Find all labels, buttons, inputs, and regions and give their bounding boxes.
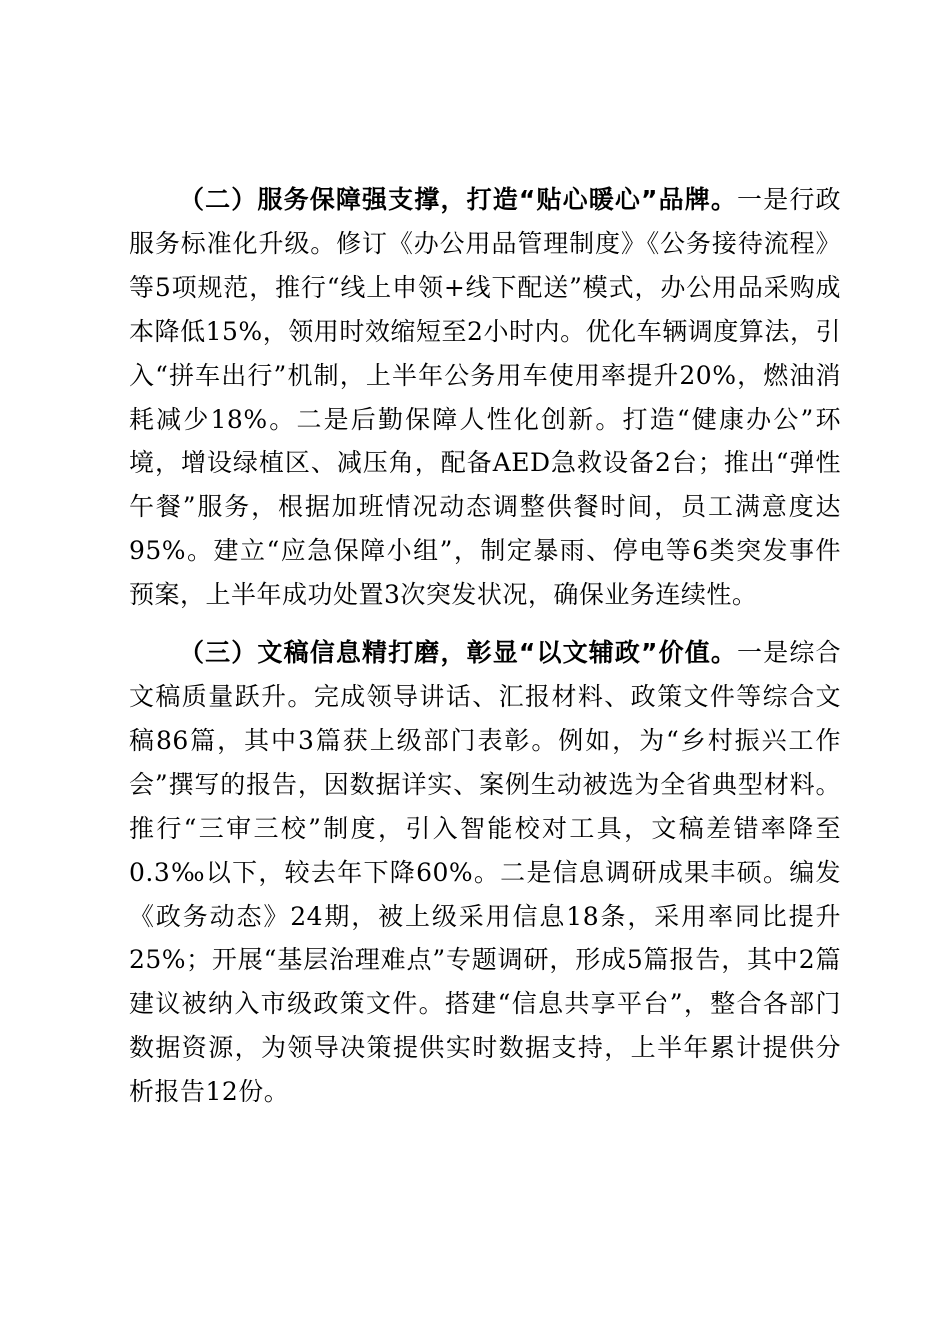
section-body: 一是综合文稿质量跃升。完成领导讲话、汇报材料、政策文件等综合文稿86篇，其中3篇获上级部门表彰。例如，为“乡村振兴工作会”撰写的报告，因数据详实、案例生动被选为全省典型材料。推行“三审三校”制度，引入智能校对工具，文稿差错率降至0.3‰以下，较去年下降60%。二是信息调研成果丰硕。编发《政务动态》24期，被上级采用信息18条，采用率同比提升25%；开展“基层治理难点”专题调研，形成5篇报告，其中2篇建议被纳入市级政策文件。搭建“信息共享平台”，整合各部门数据资源，为领导决策提供实时数据支持，上半年累计提供分析报告12份。	[129, 638, 841, 1107]
document-body	[129, 178, 841, 1114]
section-document-info	[129, 631, 841, 1114]
section-heading: （二）服务保障强支撑，打造“贴心暖心”品牌。	[179, 185, 738, 214]
section-service-support	[129, 178, 841, 617]
section-heading: （三）文稿信息精打磨，彰显“以文辅政”价值。	[179, 638, 738, 668]
section-body: 一是行政服务标准化升级。修订《办公用品管理制度》《公务接待流程》等5项规范，推行“线上申领+线下配送”模式，办公用品采购成本降低15%，领用时效缩短至2小时内。优化车辆调度算法，引入“拼车出行”机制，上半年公务用车使用率提升20%，燃油消耗减少18%。二是后勤保障人性化创新。打造“健康办公”环境，增设绿植区、减压角，配备AED急救设备2台；推出“弹性午餐”服务，根据加班情况动态调整供餐时间，员工满意度达95%。建立“应急保障小组”，制定暴雨、停电等6类突发事件预案，上半年成功处置3次突发状况，确保业务连续性。	[129, 185, 841, 610]
